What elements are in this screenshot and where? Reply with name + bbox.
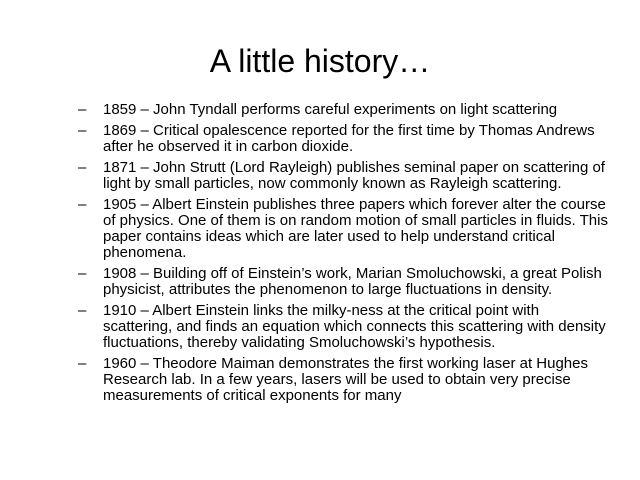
dash-bullet-icon: – [78, 159, 87, 176]
dash-bullet-icon: – [78, 101, 87, 118]
bullet-item [78, 102, 608, 118]
bullet-item [78, 123, 608, 155]
bullet-text: 1960 – Theodore Maiman demonstrates the first working laser at Hughes Research lab. In a few years, lasers will be used to obtain very precise measurements of critical exponents for many [103, 355, 588, 404]
bullet-text: 1859 – John Tyndall performs careful experiments on light scattering [103, 101, 558, 118]
dash-bullet-icon: – [78, 302, 87, 319]
dash-bullet-icon: – [78, 122, 87, 139]
slide-title: A little history… [209, 43, 431, 79]
bullet-text: 1869 – Critical opalescence reported for the first time by Thomas Andrews after he observed it in carbon dioxide. [103, 122, 595, 155]
bullet-item [78, 303, 608, 351]
bullet-list [78, 102, 608, 409]
dash-bullet-icon: – [78, 265, 87, 282]
bullet-text: 1871 – John Strutt (Lord Rayleigh) publishes seminal paper on scattering of light by small particles, now commonly known as Rayleigh scattering. [103, 159, 605, 192]
bullet-item [78, 160, 608, 192]
bullet-text: 1908 – Building off of Einstein’s work, Marian Smoluchowski, a great Polish physicist, attributes the phenomenon to large fluctuations in density. [103, 265, 602, 298]
bullet-text: 1905 – Albert Einstein publishes three papers which forever alter the course of physics. One of them is on random motion of small particles in fluids. This paper contains ideas which are later used to help understand critical phenomena. [103, 196, 608, 261]
dash-bullet-icon: – [78, 196, 87, 213]
bullet-text: 1910 – Albert Einstein links the milky-ness at the critical point with scattering, and finds an equation which connects this scattering with density fluctuations, thereby validating Smoluchowski’s hypothesis. [103, 302, 606, 351]
bullet-item [78, 197, 608, 261]
bullet-item [78, 356, 608, 404]
bullet-item [78, 266, 608, 298]
dash-bullet-icon: – [78, 355, 87, 372]
